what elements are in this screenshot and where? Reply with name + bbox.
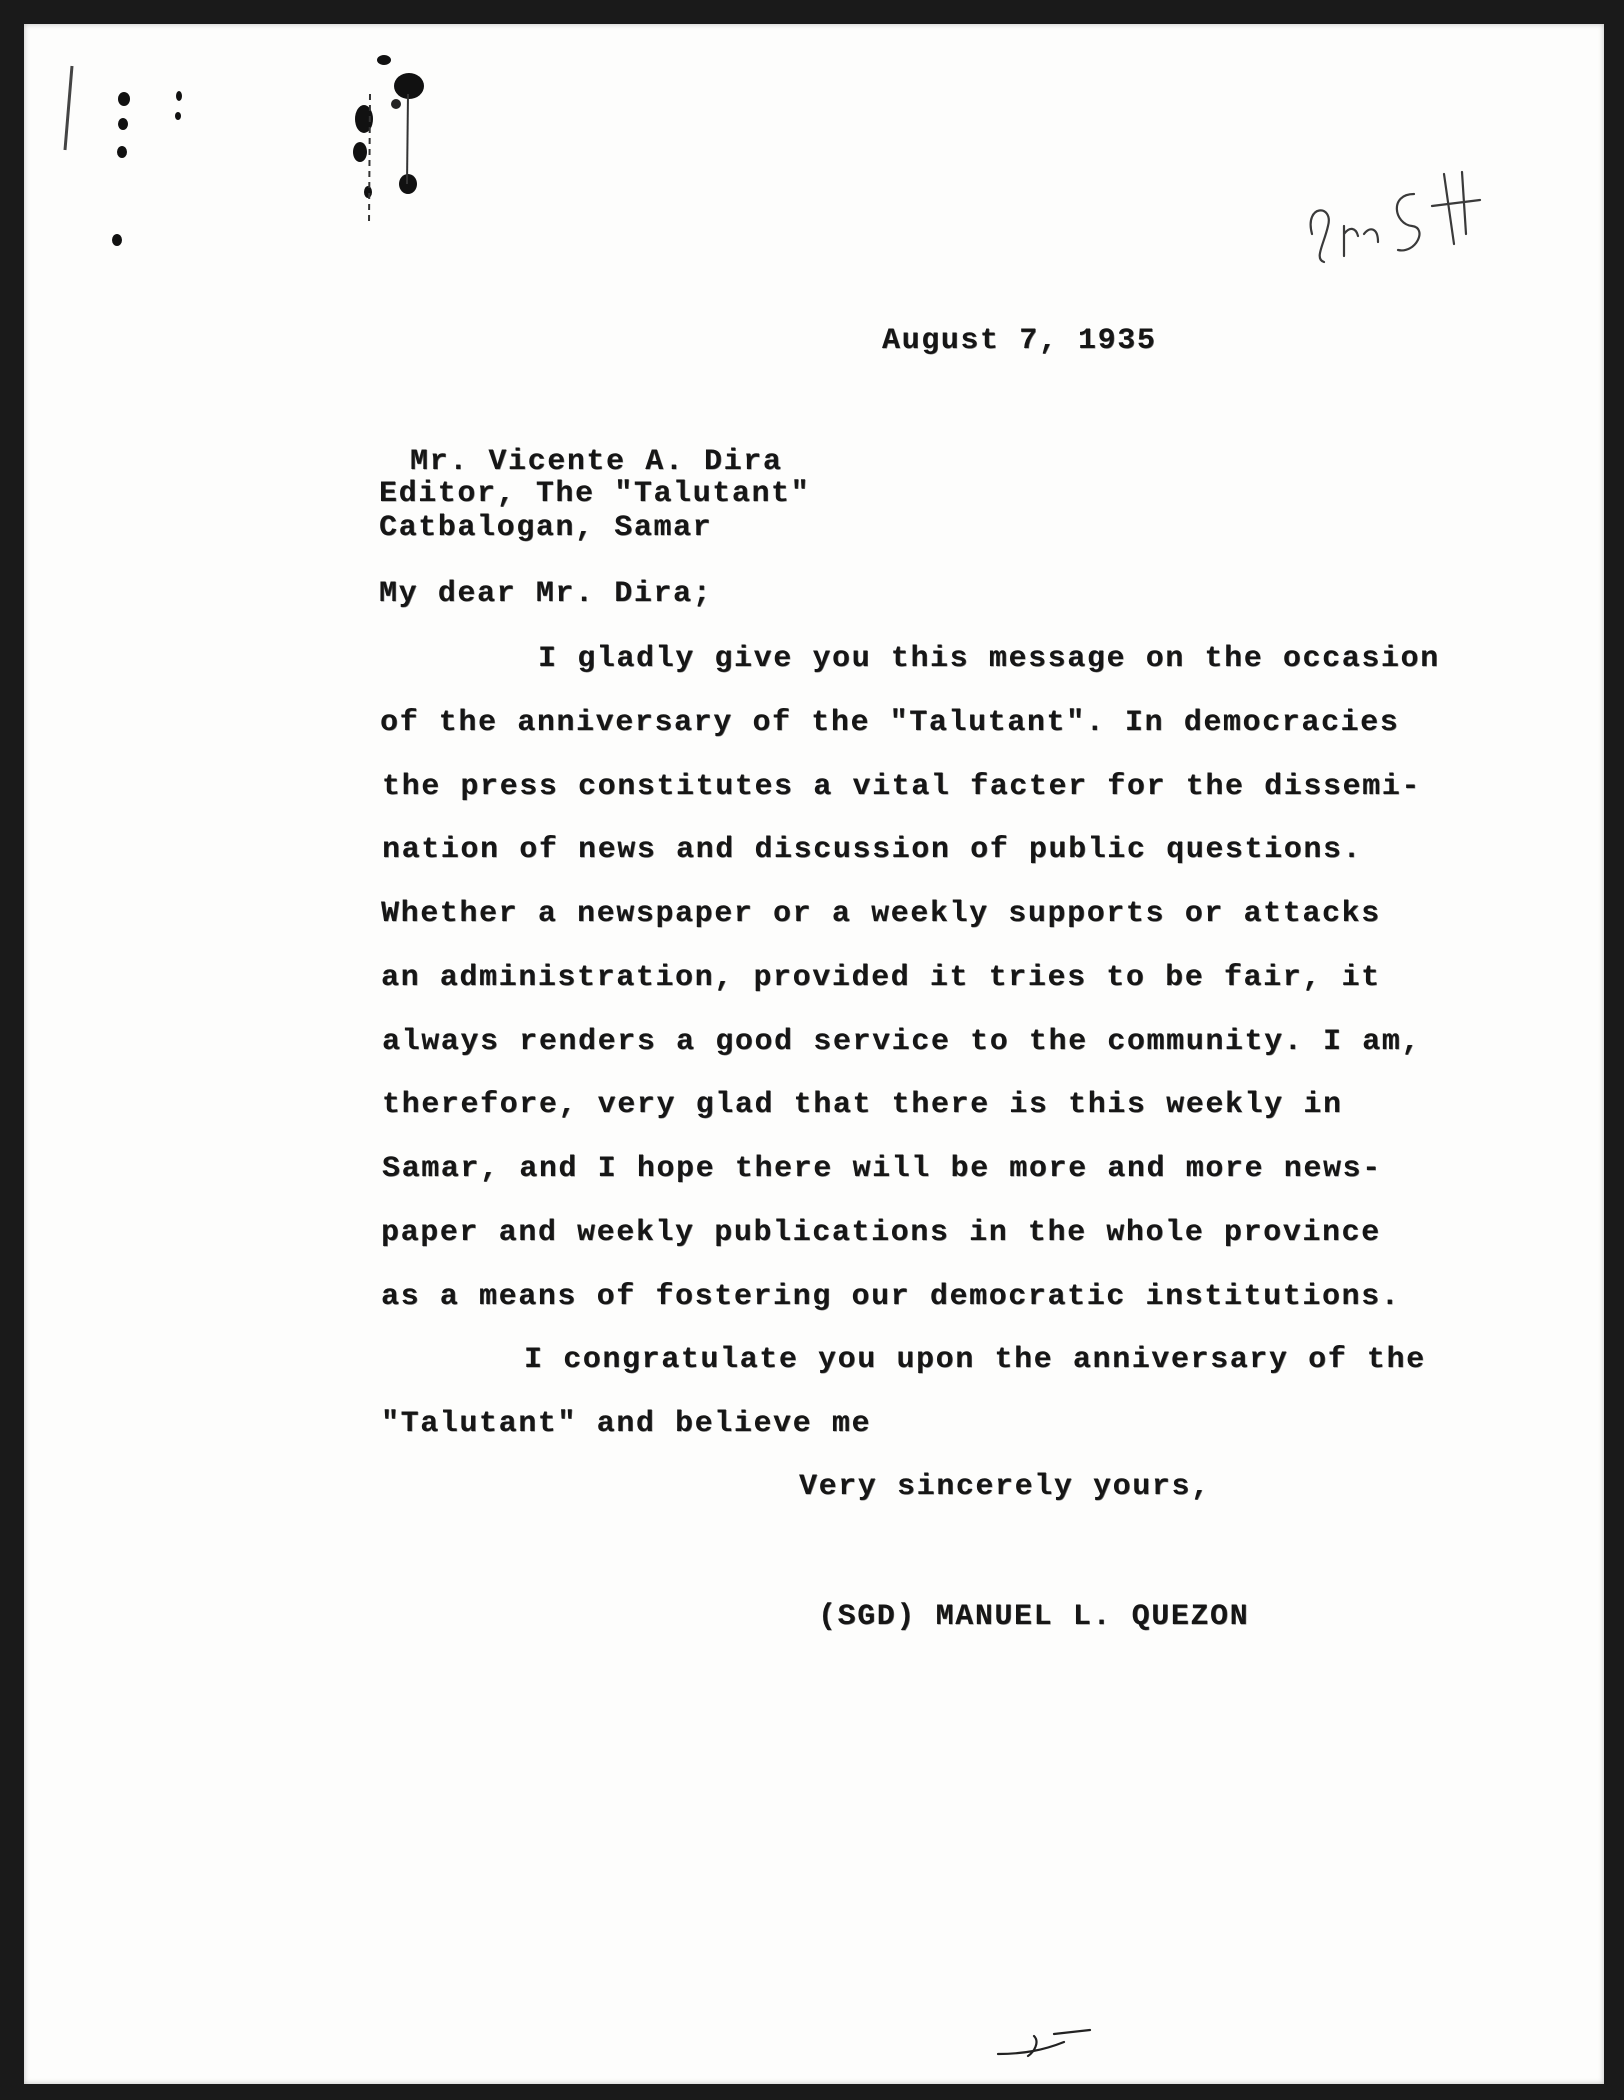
body-line: I congratulate you upon the anniversary of the (524, 1343, 1426, 1377)
body-line: paper and weekly publications in the whole province (381, 1216, 1381, 1250)
recipient-title: Editor, The "Talutant" (379, 477, 811, 511)
margin-line (62, 64, 76, 154)
salutation: My dear Mr. Dira; (379, 577, 713, 611)
letter-date: August 7, 1935 (882, 324, 1157, 358)
closing: Very sincerely yours, (799, 1470, 1211, 1504)
recipient-name: Mr. Vicente A. Dira (410, 445, 783, 479)
body-line: an administration, provided it tries to be fair, it (381, 961, 1381, 995)
body-line: always renders a good service to the community. I am, (382, 1025, 1421, 1059)
letter-page (24, 24, 1604, 2084)
body-line: I gladly give you this message on the occasion (538, 642, 1440, 676)
body-line: Samar, and I hope there will be more and more news- (382, 1152, 1382, 1186)
body-line: as a means of fostering our democratic institutions. (381, 1280, 1401, 1314)
body-line: Whether a newspaper or a weekly supports or attacks (381, 897, 1381, 931)
body-line: therefore, very glad that there is this weekly in (382, 1088, 1343, 1122)
handwritten-annotation (1294, 164, 1534, 284)
bottom-pencil-mark (994, 2024, 1104, 2064)
body-line: "Talutant" and believe me (381, 1407, 872, 1441)
body-line: nation of news and discussion of public questions. (382, 833, 1363, 867)
signature-line: (SGD) MANUEL L. QUEZON (818, 1600, 1250, 1634)
ink-blot-marks (24, 24, 444, 264)
recipient-location: Catbalogan, Samar (379, 511, 713, 545)
body-line: the press constitutes a vital facter for the dissemi- (382, 770, 1421, 804)
body-line: of the anniversary of the "Talutant". In democracies (380, 706, 1400, 740)
